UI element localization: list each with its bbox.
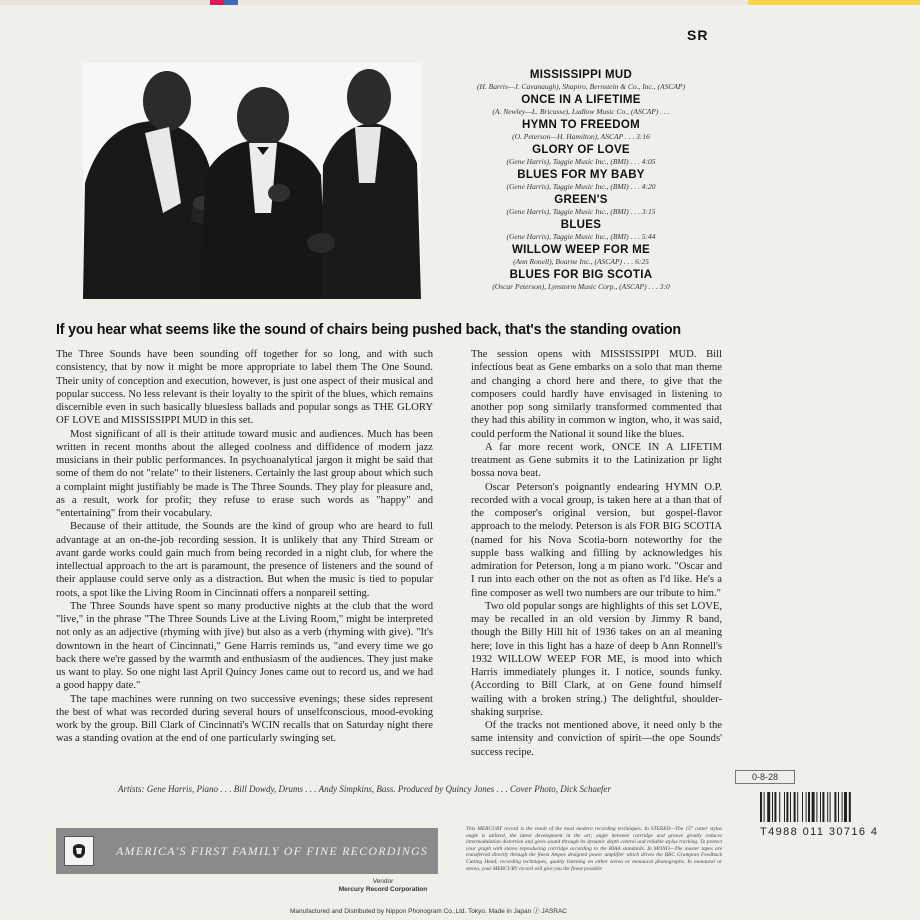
track-title: GLORY OF LOVE: [532, 144, 630, 156]
vendor-name: Mercury Record Corporation: [338, 886, 428, 893]
recording-notes: This MERCURY record is the result of the most modern recording techniques. In STEREO—The 15° cutter stylus angle is utilized, the latest development in the art; angle between cartridge and groove greatly reduces intermodulation distortion and gives sound through its dynamic depth control and reliable stylus tracking. To protect your graph with stereo reproducing cartridge according to the RIAA standards. In MONO—The master tapes are transferred directly through the finest Ampex designed power amplifier which drives the RBC Grampian Feedback Cutting Head; recording techniques, quality listening on either stereo or monaural phonographs. In monaural or stereo, your MERCURY record will give you the finest possible: [466, 826, 722, 872]
track-credit: (Ann Ronell), Bourne Inc., (ASCAP) . . . 6:25: [513, 257, 649, 266]
paragraph: Two old popular songs are highlights of this set LOVE, may be recalled in an old version by Jimmy R band, though the Billy Hill hit of 1936 takes on an al meaning here; love in this light has a haze of deep b Ann Ronnell's 1932 WILLOW WEEP FOR ME, is mood into which Harris immediately plunges it. I notice, sounds funky. (According to Bill Clark, at on Gene found himself wailing with a broken string.) The delightful, shoulder-shaking surprise.: [471, 600, 722, 718]
track-item: [440, 268, 722, 292]
paragraph: Oscar Peterson's poignantly endearing HYMN O.P. recorded with a vocal group, is taken here at a than that of the composer's original version, but gospel-flavor approach to the melody. Peterson is als FOR BIG SCOTIA (named for his Nova Scotia-born noteworthy for the supple bass walking and filling by acknowledges his admiration for Peterson, long a m piano work. "Oscar and I run into each other on the not as often as I'd like. He's a fine composer as well two numbers are our tribute to him.": [471, 481, 722, 599]
paragraph: A far more recent work, ONCE IN A LIFETIM treatment as Gene submits it to the Latinization pr light bossa nova beat.: [471, 441, 722, 480]
paragraph: Most significant of all is their attitude toward music and audiences. Much has been written in recent months about the alleged coolness and diffidence of modern jazz musicians in their public performances. In psychoanalytical jargon it might be said that some of them do not "relate" to their listeners. Certainly the last group about which such a complaint might justifiably be made is The Three Sounds. They play for pleasure and, as a result, work for profit; they refuse to erase such words as "happy" and "entertaining" from their vocabulary.: [56, 428, 433, 519]
paragraph: The Three Sounds have been sounding off together for so long, and with such consistency, that by now it might be more appropriate to label them The One Sound. Their unity of conception and execution, however, is just one aspect of their musical and popular success. No less relevant is their loyalty to the spirit of the blues, which remains discernible even in such basically bluesless ballads and popular songs as THE GLORY OF LOVE and MISSISSIPPI MUD in this set.: [56, 349, 433, 427]
liner-notes-right-column: [471, 348, 722, 759]
track-title: BLUES FOR MY BABY: [517, 169, 645, 181]
track-item: [440, 68, 722, 92]
track-item: [440, 143, 722, 167]
vendor-block: [330, 878, 436, 894]
track-credit: (Gene Harris), Taggie Music Inc., (BMI) . . . 5:44: [506, 232, 656, 241]
track-title: BLUES FOR BIG SCOTIA: [509, 269, 653, 281]
track-item: [440, 93, 722, 117]
paragraph: The session opens with MISSISSIPPI MUD. Bill infectious beat as Gene embarks on a solo that man theme and changing a chord here and there, to give that the composers could hardly have envisaged in listening to another pop song similarly transformed commented that they had this ability in common w ington, who, it was said, could perform the National it sound like the blues.: [471, 349, 722, 440]
paragraph: The Three Sounds have spent so many productive nights at the club that the word "live," in the phrase "The Three Sounds Live at the Living Room," might be interpreted not only as an adjective (rhyming with jive) but also as a verb (rhyming with give). "It's downtown in the heart of Cincinnati," Gene Harris reminds us, "and every time we go back there we're gassed by the warmth and enthusiasm of the audiences. They just make us want to play. So one night last April Quincy Jones came out to record us, and we had a good happy date.": [56, 600, 433, 692]
barcode-number: T4988 011 30716 4: [760, 826, 879, 838]
track-credit: (A. Newley—L. Bricusse), Ludlow Music Co., (ASCAP) . . .: [492, 107, 670, 116]
track-title: GREEN'S: [554, 194, 608, 206]
mercury-logo-icon: [64, 836, 94, 866]
price-code-sticker: 0-8-28: [735, 770, 795, 784]
track-credit: (Gene Harris), Taggie Music Inc., (BMI) . . . 3:15: [506, 207, 656, 216]
paragraph: Because of their attitude, the Sounds are the kind of group who are heard to full advantage at an on-the-job recording session. It is unlikely that any Third Stream or avant garde works could gain much from being recorded in a night club, for where the intellectual approach to the art is paramount, the presence of listeners and the sound of their applause could serve only as a distraction. But when the music is tied to popular roots, a spot like the Living Room in Cincinnati offers a nonpareil setting.: [56, 521, 433, 599]
track-title: BLUES: [560, 219, 602, 231]
track-credit: (O. Peterson—H. Hamilton), ASCAP . . . 3:16: [512, 132, 650, 141]
track-credit: (Gene Harris), Taggie Music Inc., (BMI) . . . 4:20: [506, 182, 656, 191]
manufacturer-footer: Manufactured and Distributed by Nippon Phonogram Co.,Ltd. Tokyo. Made in Japan Ⓙ JASRAC: [290, 908, 568, 915]
vendor-label: Vendor: [372, 878, 394, 885]
track-item: [440, 218, 722, 242]
barcode-icon: [760, 792, 882, 822]
banner-text: AMERICA'S FIRST FAMILY OF FINE RECORDINGS: [116, 843, 429, 858]
track-title: MISSISSIPPI MUD: [529, 69, 633, 81]
track-title: ONCE IN A LIFETIME: [521, 94, 641, 106]
track-credit: (Gene Harris), Taggie Music Inc., (BMI) . . . 4:05: [506, 157, 656, 166]
track-title: HYMN TO FREEDOM: [521, 119, 640, 131]
track-item: [440, 118, 722, 142]
catalog-prefix: SR: [687, 27, 709, 43]
track-item: [440, 243, 722, 267]
track-title: WILLOW WEEP FOR ME: [511, 244, 651, 256]
paragraph: Of the tracks not mentioned above, it need only b the same intensity and conviction of spirit—the ope Sounds' success recipe.: [471, 720, 722, 758]
top-color-strip: [0, 0, 920, 5]
paragraph: The tape machines were running on two successive evenings; these sides represent the best of what was recorded during several hours of unselfconscious, mood-evoking work by the group. Bill Clark of Cincinnati's WCIN recalls that on Saturday night there was a standing ovation at the end of one particularly swinging set.: [56, 693, 433, 745]
artist-credits: Artists: Gene Harris, Piano . . . Bill Dowdy, Drums . . . Andy Simpkins, Bass. Produced by Quincy Jones . . . Cover Photo, Dick Schaefer: [118, 784, 611, 794]
track-credit: (Oscar Peterson), Lynstorm Music Corp., (ASCAP) . . . 3:0: [492, 282, 670, 291]
label-banner: [56, 828, 438, 874]
track-credit: (H. Barris—J. Cavanaugh), Shapiro, Bernstein & Co., Inc., (ASCAP): [476, 82, 686, 91]
track-item: [440, 168, 722, 192]
liner-notes-left-column: [56, 348, 433, 746]
track-list: [440, 68, 722, 293]
band-photo: [83, 63, 421, 299]
headline: If you hear what seems like the sound of chairs being pushed back, that's the standing ovation: [56, 322, 681, 338]
track-item: [440, 193, 722, 217]
